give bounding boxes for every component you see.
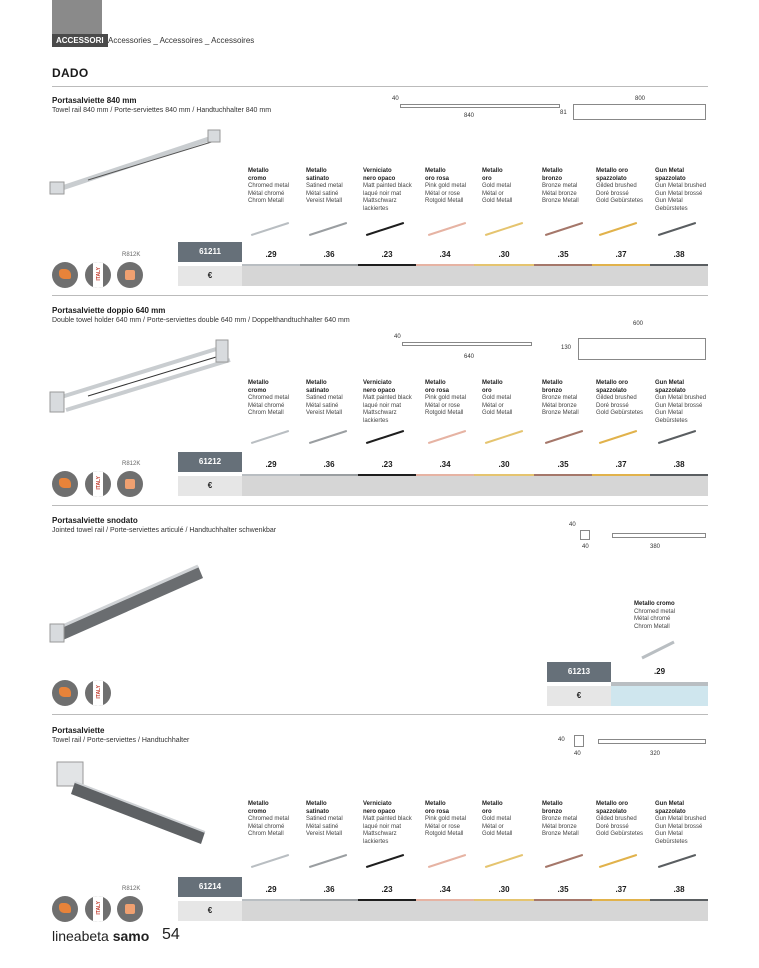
price-cell: .35 xyxy=(557,250,569,259)
finish-option: Metallo oro rosa Pink gold metal Métal or rose Rotgold Metall xyxy=(425,380,467,416)
finish-swatch xyxy=(658,854,697,868)
made-in-italy-icon: ITALY xyxy=(85,896,111,922)
finish-option: Metallo oro spazzolato Gilded brushed Doré brossé Gold Gebürstetes xyxy=(596,801,644,837)
footer-brand: lineabeta samo xyxy=(52,928,150,944)
product-title: Portasalviette xyxy=(52,726,105,735)
price-cell: .37 xyxy=(615,460,627,469)
price-cell: .36 xyxy=(323,885,335,894)
finish-swatch xyxy=(545,854,584,868)
finish-swatch xyxy=(599,854,638,868)
price-cell: .38 xyxy=(673,250,685,259)
finish-swatch xyxy=(485,222,524,236)
finish-swatch xyxy=(545,430,584,444)
dimension-label: 840 xyxy=(464,113,475,119)
price-cell: .36 xyxy=(323,460,335,469)
category-subtitle: Accessories _ Accessoires _ Accessoires xyxy=(108,36,255,45)
installation-icon xyxy=(52,680,78,706)
product-image xyxy=(48,128,228,200)
price-cell: .35 xyxy=(557,460,569,469)
dimension-label: 40 xyxy=(392,96,399,102)
product-image xyxy=(48,338,233,416)
price-cell: .37 xyxy=(615,885,627,894)
price-cell: .34 xyxy=(439,885,451,894)
icon-label: R812K xyxy=(122,461,141,467)
dimension-label: 800 xyxy=(635,96,646,102)
icon-label: R812K xyxy=(122,252,141,258)
price-cell: .23 xyxy=(381,885,393,894)
price-cell: .30 xyxy=(498,460,510,469)
finish-option: Metallo cromo Chromed metal Métal chromé Chrom Metall xyxy=(248,168,290,204)
finish-option: Metallo bronzo Bronze metal Métal bronze Bronze Metall xyxy=(542,380,579,416)
product-code: 61213 xyxy=(547,662,611,682)
divider xyxy=(52,295,708,296)
price-cell: .29 xyxy=(265,885,277,894)
finish-swatch xyxy=(309,854,348,868)
finish-option: Metallo oro Gold metal Métal or Gold Metall xyxy=(482,380,513,416)
price-cell: .29 xyxy=(653,667,666,676)
dimension-label: 40 xyxy=(574,751,581,757)
finish-swatch xyxy=(366,854,405,868)
finish-swatch xyxy=(309,222,348,236)
product-image xyxy=(48,548,208,648)
finish-swatch xyxy=(428,222,467,236)
price-cell: .23 xyxy=(381,460,393,469)
finish-option: Gun Metal spazzolato Gun Metal brushed Gun Metal brossé Gun Metal Gebürstetes xyxy=(655,168,707,212)
finish-swatch xyxy=(485,854,524,868)
price-cell: .35 xyxy=(557,885,569,894)
fixing-kit-icon xyxy=(117,262,143,288)
product-subtitle: Double towel holder 640 mm / Porte-serviettes double 640 mm / Doppelthandtuchhalter 640 mm xyxy=(52,317,350,324)
dimension-label: 40 xyxy=(558,737,565,743)
dimension-drawing xyxy=(573,104,706,120)
dimension-label: 130 xyxy=(561,345,572,351)
finish-option: Metallo oro rosa Pink gold metal Métal or rose Rotgold Metall xyxy=(425,801,467,837)
price-cell: .38 xyxy=(673,885,685,894)
finish-option: Metallo cromo Chromed metal Métal chromé Chrom Metall xyxy=(634,601,676,630)
finish-swatch xyxy=(366,430,405,444)
price-cell: .37 xyxy=(615,250,627,259)
price-cell: .38 xyxy=(673,460,685,469)
installation-icon xyxy=(52,262,78,288)
fixing-kit-icon xyxy=(117,896,143,922)
price-cell: .34 xyxy=(439,460,451,469)
price-cell: .36 xyxy=(323,250,335,259)
made-in-italy-icon: ITALY xyxy=(85,680,111,706)
fixing-kit-icon xyxy=(117,471,143,497)
product-subtitle: Towel rail 840 mm / Porte-serviettes 840 mm / Handtuchhalter 840 mm xyxy=(52,107,272,114)
corner-tab xyxy=(52,0,102,34)
dimension-drawing xyxy=(400,104,560,108)
finish-option: Metallo oro Gold metal Métal or Gold Metall xyxy=(482,801,513,837)
euro-price-row xyxy=(242,476,708,496)
product-code: 61212 xyxy=(178,452,242,472)
price-cell: .30 xyxy=(498,250,510,259)
finish-swatch xyxy=(658,430,697,444)
euro-label: € xyxy=(547,686,611,706)
dimension-drawing xyxy=(612,533,706,538)
finish-swatch xyxy=(251,222,290,236)
finish-swatch xyxy=(428,854,467,868)
finish-option: Metallo oro rosa Pink gold metal Métal or rose Rotgold Metall xyxy=(425,168,467,204)
finish-swatch xyxy=(485,430,524,444)
euro-label: € xyxy=(178,266,242,286)
finish-option: Metallo bronzo Bronze metal Métal bronze Bronze Metall xyxy=(542,168,579,204)
divider xyxy=(52,714,708,715)
dimension-label: 600 xyxy=(633,321,644,327)
finish-option: Verniciato nero opaco Matt painted black laqué noir mat Mattschwarz lackiertes xyxy=(363,380,412,424)
finish-swatch xyxy=(545,222,584,236)
finish-swatch xyxy=(640,640,676,660)
price-cell: .29 xyxy=(265,460,277,469)
finish-swatch xyxy=(599,430,638,444)
price-cell: .23 xyxy=(381,250,393,259)
dimension-label: 81 xyxy=(560,110,567,116)
finish-swatch xyxy=(428,430,467,444)
dimension-drawing xyxy=(402,342,532,346)
category-tag: ACCESSORI xyxy=(52,34,108,47)
product-title: Portasalviette snodato xyxy=(52,516,138,525)
price-cell: .29 xyxy=(265,250,277,259)
finish-option: Gun Metal spazzolato Gun Metal brushed Gun Metal brossé Gun Metal Gebürstetes xyxy=(655,801,707,845)
finish-swatch xyxy=(251,854,290,868)
product-subtitle: Towel rail / Porte-serviettes / Handtuchhalter xyxy=(52,737,190,744)
finish-swatch xyxy=(366,222,405,236)
finish-option: Verniciato nero opaco Matt painted black laqué noir mat Mattschwarz lackiertes xyxy=(363,801,412,845)
product-code: 61211 xyxy=(178,242,242,262)
product-title: Portasalviette doppio 640 mm xyxy=(52,306,166,315)
finish-option: Metallo oro spazzolato Gilded brushed Doré brossé Gold Gebürstetes xyxy=(596,380,644,416)
finish-option: Metallo satinato Satined metal Métal satiné Vereist Metall xyxy=(306,380,343,416)
dimension-drawing xyxy=(580,530,590,540)
made-in-italy-icon: ITALY xyxy=(85,471,111,497)
finish-swatch xyxy=(251,430,290,444)
page-number: 54 xyxy=(162,926,180,943)
finish-option: Metallo oro Gold metal Métal or Gold Metall xyxy=(482,168,513,204)
dimension-label: 320 xyxy=(650,751,661,757)
finish-option: Metallo bronzo Bronze metal Métal bronze Bronze Metall xyxy=(542,801,579,837)
dimension-label: 40 xyxy=(394,334,401,340)
dimension-label: 640 xyxy=(464,354,475,360)
dimension-drawing xyxy=(578,338,706,360)
product-code: 61214 xyxy=(178,877,242,897)
icon-label: R812K xyxy=(122,886,141,892)
finish-option: Metallo oro spazzolato Gilded brushed Doré brossé Gold Gebürstetes xyxy=(596,168,644,204)
price-cell: .30 xyxy=(498,885,510,894)
finish-option: Metallo cromo Chromed metal Métal chromé Chrom Metall xyxy=(248,380,290,416)
finish-option: Metallo satinato Satined metal Métal satiné Vereist Metall xyxy=(306,801,343,837)
dimension-label: 380 xyxy=(650,544,661,550)
series-title: DADO xyxy=(52,66,89,80)
euro-label: € xyxy=(178,476,242,496)
euro-label: € xyxy=(178,901,242,921)
finish-swatch xyxy=(599,222,638,236)
euro-price-row xyxy=(242,901,708,921)
dimension-drawing xyxy=(574,735,584,747)
dimension-label: 40 xyxy=(582,544,589,550)
price-cell: .34 xyxy=(439,250,451,259)
product-title: Portasalviette 840 mm xyxy=(52,96,137,105)
made-in-italy-icon: ITALY xyxy=(85,262,111,288)
divider xyxy=(52,86,708,87)
product-subtitle: Jointed towel rail / Porte-serviettes articulé / Handtuchhalter schwenkbar xyxy=(52,527,277,534)
finish-option: Metallo cromo Chromed metal Métal chromé Chrom Metall xyxy=(248,801,290,837)
divider xyxy=(52,505,708,506)
product-image xyxy=(55,760,210,850)
finish-option: Metallo satinato Satined metal Métal satiné Vereist Metall xyxy=(306,168,343,204)
finish-swatch xyxy=(658,222,697,236)
euro-price-cell xyxy=(611,686,708,706)
finish-option: Verniciato nero opaco Matt painted black laqué noir mat Mattschwarz lackiertes xyxy=(363,168,412,212)
dimension-label: 40 xyxy=(569,522,576,528)
euro-price-row xyxy=(242,266,708,286)
finish-swatch xyxy=(309,430,348,444)
installation-icon xyxy=(52,471,78,497)
finish-option: Gun Metal spazzolato Gun Metal brushed Gun Metal brossé Gun Metal Gebürstetes xyxy=(655,380,707,424)
installation-icon xyxy=(52,896,78,922)
dimension-drawing xyxy=(598,739,706,744)
